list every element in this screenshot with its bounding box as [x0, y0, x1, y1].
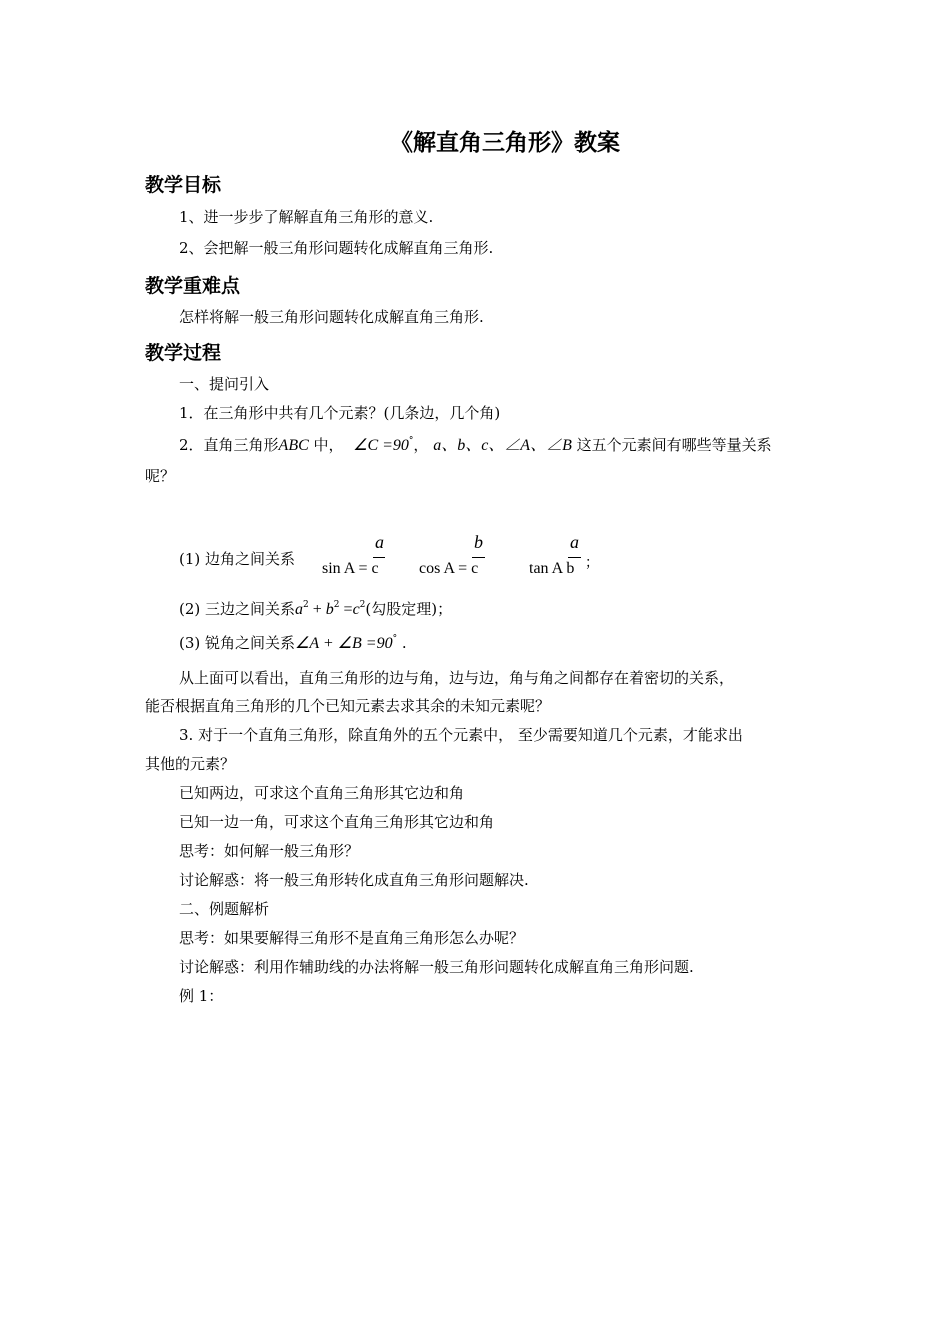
document-page: 《解直角三角形》教案 教学目标 1、进一步步了解解直角三角形的意义. 2、会把解一般三角形问题转化成解直角三角形. 教学重难点 怎样将解一般三角形问题转化成解直角三角形. 教学过程 一、提问引入 1．在三角形中共有几个元素？(几条边，几个角) 2．直角三角形ABC 中， ∠C =90°， a、b、c、∠A、∠B 这五个元素间有哪些等量关系 呢？ (1) 边角之间关系 a sin A = c b cos A = c a tan A b ； (2) 三边之间关系$a^2 + b^2 =c^2$(勾股定理)； (3) 锐角之间关系∠A + ∠B =90° . 从上面可以看出，直角三角形的边与角，边与边，角与角之间都存在着密切的关系， 能否根据直角三角形的几个已知元素去求其余的未知元素呢？ 3. 对于一个直角三角形，除直角外的五个元素中， 至少需要知道几个元素，才能求出 其他的元素？ 已知两边，可求这个直角三角形其它边和角 已知一边一角，可求这个直角三角形其它边和角 思考：如何解一般三角形？ 讨论解惑：将一般三角形转化成直角三角形问题解决. 二、例题解析 思考：如果要解得三角形不是直角三角形怎么办呢？ 讨论解惑：利用作辅助线的办法将解一般三角形问题转化成解直角三角形问题. 例 1：	[0, 0, 950, 1344]
relation-1-label: (1) 边角之间关系	[179, 550, 296, 568]
question-2-line2: 呢？	[145, 467, 176, 485]
known-two-sides: 已知两边，可求这个直角三角形其它边和角	[179, 784, 465, 802]
question-1: 1．在三角形中共有几个元素？(几条边，几个角)	[179, 404, 501, 422]
think-1: 思考：如何解一般三角形？	[179, 842, 360, 860]
question-3-line2: 其他的元素？	[145, 755, 236, 773]
part1-heading: 一、提问引入	[179, 375, 270, 393]
goal-item-1: 1、进一步步了解解直角三角形的意义.	[179, 208, 434, 226]
known-side-angle: 已知一边一角，可求这个直角三角形其它边和角	[179, 813, 495, 831]
heading-process: 教学过程	[145, 342, 222, 364]
question-2-line1: 2．直角三角形ABC 中， ∠C =90°， a、b、c、∠A、∠B 这五个元素间有哪些等量关系	[179, 436, 772, 454]
think-2: 思考：如果要解得三角形不是直角三角形怎么办呢？	[179, 929, 525, 947]
part2-heading: 二、例题解析	[179, 900, 270, 918]
goal-item-2: 2、会把解一般三角形问题转化成解直角三角形.	[179, 239, 494, 257]
relation-2: (2) 三边之间关系$a^2 + b^2 =c^2$(勾股定理)；	[179, 600, 453, 618]
relation-3: (3) 锐角之间关系∠A + ∠B =90° .	[179, 634, 407, 652]
paragraph-1-line1: 从上面可以看出，直角三角形的边与角，边与边，角与角之间都存在着密切的关系，	[179, 669, 735, 687]
discussion-1: 讨论解惑：将一般三角形转化成直角三角形问题解决.	[179, 871, 529, 889]
discussion-2: 讨论解惑：利用作辅助线的办法将解一般三角形问题转化成解直角三角形问题.	[179, 958, 694, 976]
paragraph-1-line2: 能否根据直角三角形的几个已知元素去求其余的未知元素呢？	[145, 697, 551, 715]
question-3-line1: 3. 对于一个直角三角形，除直角外的五个元素中， 至少需要知道几个元素，才能求出	[179, 726, 743, 744]
heading-goals: 教学目标	[145, 174, 222, 196]
example-1-label: 例 1：	[179, 987, 224, 1005]
key-points-text: 怎样将解一般三角形问题转化成解直角三角形.	[179, 308, 484, 326]
heading-key-points: 教学重难点	[145, 275, 241, 297]
document-title: 《解直角三角形》教案	[390, 130, 620, 156]
